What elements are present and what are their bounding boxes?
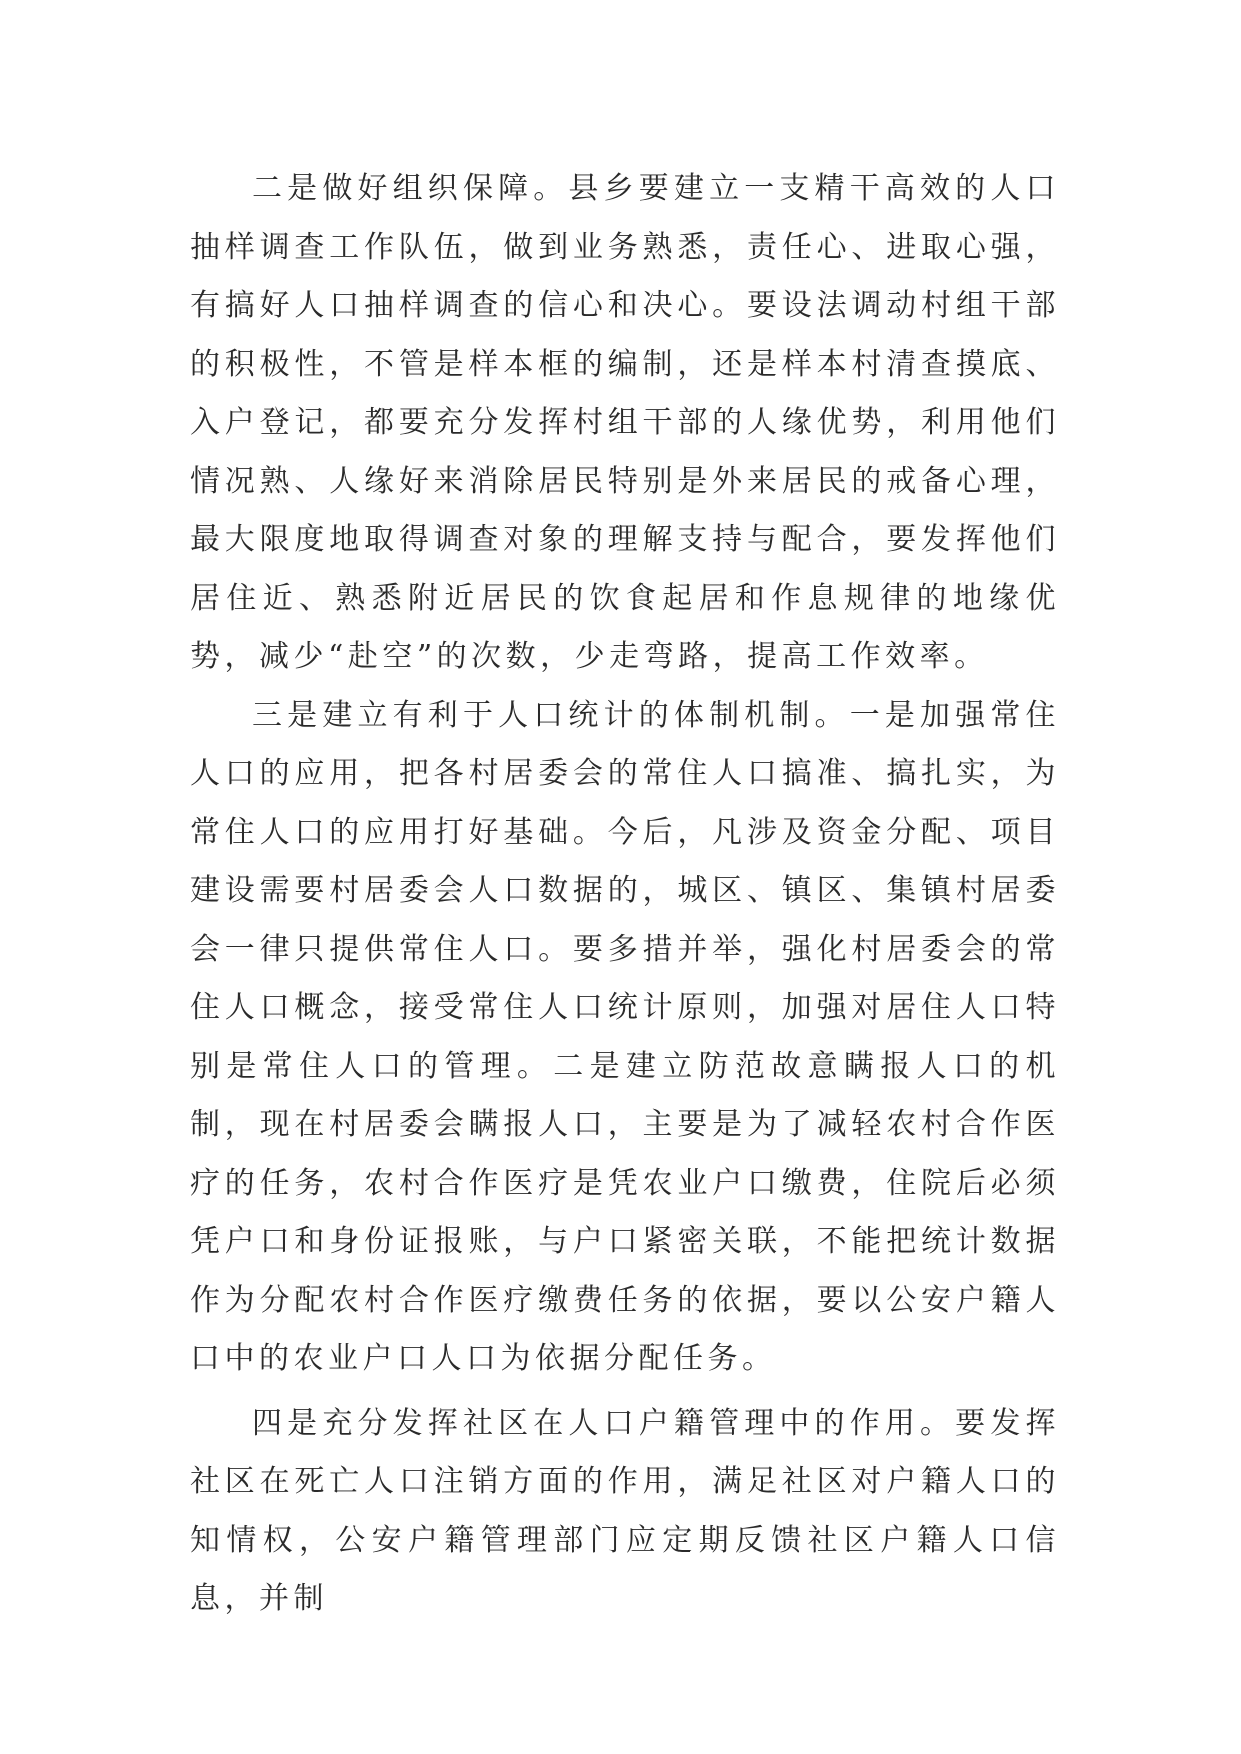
document-body <box>190 160 1060 1629</box>
paragraph-statistics-mechanism: 三是建立有利于人口统计的体制机制。一是加强常住人口的应用，把各村居委会的常住人口搞准、搞扎实，为常住人口的应用打好基础。今后，凡涉及资金分配、项目建设需要村居委会人口数据的，城区、镇区、集镇村居委会一律只提供常住人口。要多措并举，强化村居委会的常住人口概念，接受常住人口统计原则，加强对居住人口特别是常住人口的管理。二是建立防范故意瞒报人口的机制，现在村居委会瞒报人口，主要是为了减轻农村合作医疗的任务，农村合作医疗是凭农业户口缴费，住院后必须凭户口和身份证报账，与户口紧密关联，不能把统计数据作为分配农村合作医疗缴费任务的依据，要以公安户籍人口中的农业户口人口为依据分配任务。 <box>190 697 1060 1376</box>
paragraph-community-role: 四是充分发挥社区在人口户籍管理中的作用。要发挥社区在死亡人口注销方面的作用，满足社区对户籍人口的知情权，公安户籍管理部门应定期反馈社区户籍人口信息，并制 <box>190 1405 1060 1616</box>
paragraph-organization-guarantee: 二是做好组织保障。县乡要建立一支精干高效的人口抽样调查工作队伍，做到业务熟悉，责任心、进取心强，有搞好人口抽样调查的信心和决心。要设法调动村组干部的积极性，不管是样本框的编制，还是样本村清查摸底、入户登记，都要充分发挥村组干部的人缘优势，利用他们情况熟、人缘好来消除居民特别是外来居民的戒备心理，最大限度地取得调查对象的理解支持与配合，要发挥他们居住近、熟悉附近居民的饮食起居和作息规律的地缘优势，减少“赴空”的次数，少走弯路，提高工作效率。 <box>190 171 1060 674</box>
